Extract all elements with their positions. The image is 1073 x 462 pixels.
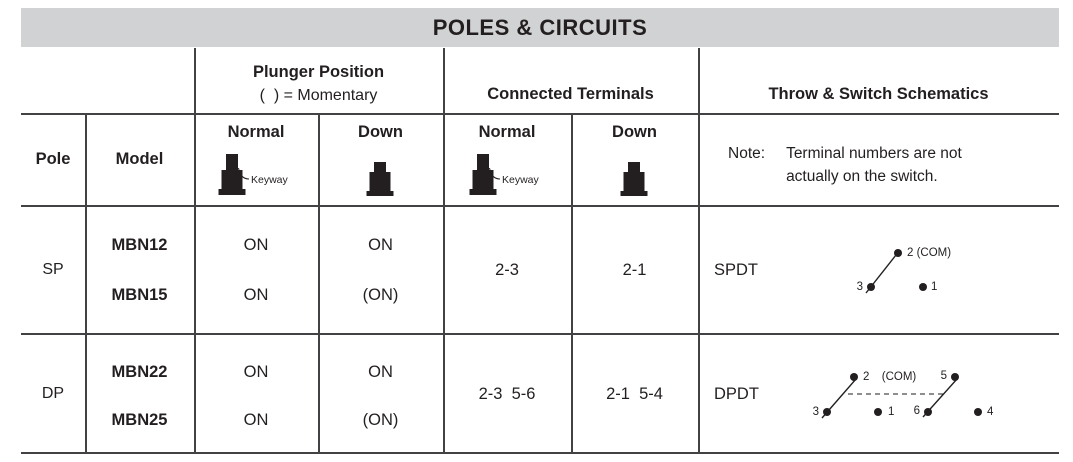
plunger-normal-state: ON: [243, 410, 269, 429]
table-line: [21, 452, 1059, 454]
terminal-label: 3: [812, 406, 819, 418]
throw-type-label: DPDT: [714, 384, 759, 403]
pole-cell: DP: [41, 385, 65, 403]
plunger-normal-state: ON: [243, 235, 269, 254]
terminal-label: 6: [913, 405, 920, 417]
terminal-label: 2: [863, 371, 870, 383]
terminal-label: 4: [987, 406, 994, 418]
subcol-plunger-down: Down: [358, 122, 403, 141]
terminals-normal-cell: 2-3 5-6: [478, 384, 536, 403]
terminal-label: (COM): [881, 371, 917, 383]
plunger-down-state: ON: [368, 235, 393, 254]
plunger-normal-state: ON: [243, 362, 269, 381]
terminal-label: 2 (COM): [907, 247, 952, 259]
col-header-momentary-legend: ( ) = Momentary: [259, 87, 378, 105]
table-line: [698, 48, 700, 454]
col-header-pole: Pole: [35, 149, 71, 168]
col-header-plunger-position: Plunger Position: [252, 62, 385, 81]
terminal-label: 3: [856, 281, 863, 293]
model-cell: MBN15: [111, 285, 168, 304]
pole-cell: SP: [42, 261, 64, 279]
note-line: Terminal numbers are not: [786, 145, 962, 162]
title-bar: [21, 8, 1059, 47]
model-cell: MBN25: [111, 410, 168, 429]
plunger-down-state: (ON): [362, 285, 399, 304]
keyway-label: Keyway: [251, 174, 288, 186]
model-cell: MBN22: [111, 362, 168, 381]
terminal-label: 1: [888, 406, 895, 418]
dpdt-schematic: [800, 365, 1030, 425]
model-cell: MBN12: [111, 235, 168, 254]
subcol-terminals-down: Down: [612, 122, 657, 141]
plunger-up-keyway-icon: [210, 153, 310, 197]
plunger-up-keyway-icon: [461, 153, 561, 197]
plunger-down-state: ON: [368, 362, 393, 381]
terminals-down-cell: 2-1: [622, 260, 647, 279]
col-header-connected-terminals: Connected Terminals: [487, 84, 654, 103]
keyway-label: Keyway: [502, 174, 539, 186]
plunger-down-state: (ON): [362, 410, 399, 429]
plunger-down-icon: [617, 162, 651, 196]
throw-type-label: SPDT: [714, 260, 759, 279]
note-line: actually on the switch.: [786, 168, 938, 185]
table-line: [21, 333, 1059, 335]
note-label: Note:: [728, 145, 766, 162]
col-header-throw-schematics: Throw & Switch Schematics: [768, 84, 989, 103]
spdt-schematic: [840, 240, 1040, 300]
page-title: POLES & CIRCUITS: [432, 14, 648, 40]
note: [728, 142, 962, 188]
terminals-down-cell: 2-1 5-4: [606, 384, 663, 403]
table-line: [21, 205, 1059, 207]
plunger-normal-state: ON: [243, 285, 269, 304]
col-header-model: Model: [115, 149, 164, 168]
terminal-label: 5: [940, 370, 947, 382]
terminals-normal-cell: 2-3: [495, 260, 519, 279]
subcol-terminals-normal: Normal: [478, 122, 536, 141]
plunger-down-icon: [363, 162, 397, 196]
terminal-label: 1: [931, 281, 938, 293]
subcol-plunger-normal: Normal: [227, 122, 285, 141]
